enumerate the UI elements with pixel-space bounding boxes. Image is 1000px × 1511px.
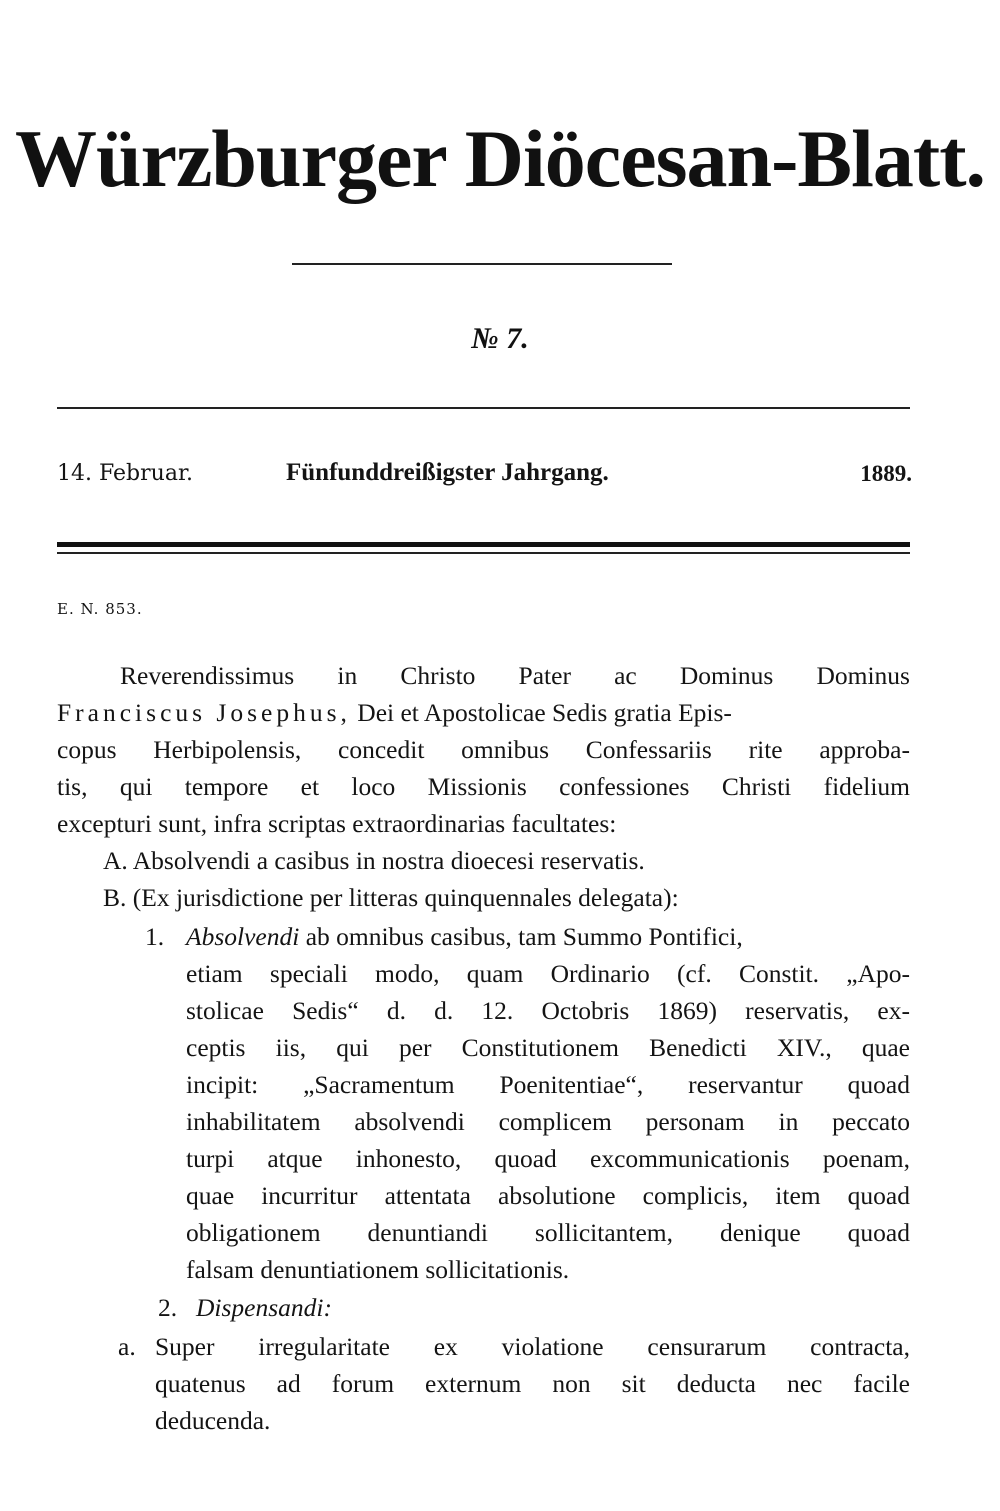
sub-a-line: quatenus ad forum externum non sit deducta nec facile (155, 1369, 910, 1398)
intro-line: excepturi sunt, infra scriptas extraordinarias facultates: (57, 809, 617, 838)
intro-line-rest: Dei et Apostolicae Sedis gratia Epis- (350, 698, 732, 727)
point-1-line: incipit: „Sacramentum Poenitentiae“, reservantur quoad (186, 1070, 910, 1099)
masthead-rule (292, 263, 672, 265)
bishop-name: Franciscus Josephus, (57, 698, 351, 727)
issue-year: 1889. (860, 461, 912, 486)
intro-line: Reverendissimus in Christo Pater ac Dominus Dominus (120, 661, 910, 690)
point-1-line: etiam speciali modo, quam Ordinario (cf. Constit. „Apo- (186, 959, 910, 988)
intro-line (57, 695, 910, 731)
point-2-number: 2. (158, 1293, 178, 1322)
point-1-line: turpi atque inhonesto, quoad excommunicationis poenam, (186, 1144, 910, 1173)
sub-a-line: deducenda. (155, 1406, 271, 1435)
point-1-line (186, 919, 743, 955)
item-a: A. Absolvendi a casibus in nostra dioecesi reservatis. (103, 846, 645, 875)
point-1-line: ceptis iis, qui per Constitutionem Benedicti XIV., quae (186, 1033, 910, 1062)
point-1-line: falsam denuntiationem sollicitationis. (186, 1255, 570, 1284)
point-1-line: obligationem denuntiandi sollicitantem, denique quoad (186, 1218, 910, 1247)
masthead-title: Würzburger Diöcesan-Blatt. (14, 113, 985, 204)
item-b: B. (Ex jurisdictione per litteras quinquennales delegata): (103, 883, 679, 912)
header-rule (57, 407, 910, 409)
point-1-line: inhabilitatem absolvendi complicem personam in peccato (186, 1107, 910, 1136)
point-1-number: 1. (145, 922, 165, 951)
sub-a-line: Super irregularitate ex violatione censurarum contracta, (155, 1332, 910, 1361)
point-1-line: stolicae Sedis“ d. d. 12. Octobris 1869) reservatis, ex- (186, 996, 910, 1025)
sub-a-label: a. (118, 1332, 136, 1361)
intro-line: tis, qui tempore et loco Missionis confessiones Christi fidelium (57, 772, 910, 801)
volume-label: Fünfunddreißigster Jahrgang. (286, 459, 609, 486)
reference-number: E. N. 853. (57, 600, 143, 618)
intro-line: copus Herbipolensis, concedit omnibus Confessariis rite approba- (57, 735, 910, 764)
point-1-line: quae incurritur attentata absolutione complicis, item quoad (186, 1181, 910, 1210)
point-2-term: Dispensandi: (196, 1293, 332, 1322)
double-rule-thick (57, 542, 910, 547)
issue-number: № 7. (471, 322, 529, 355)
point-1-line-rest: ab omnibus casibus, tam Summo Pontifici, (299, 922, 743, 951)
point-1-term: Absolvendi (186, 922, 300, 951)
double-rule-thin (57, 552, 910, 554)
issue-date: 14. Februar. (57, 461, 194, 486)
